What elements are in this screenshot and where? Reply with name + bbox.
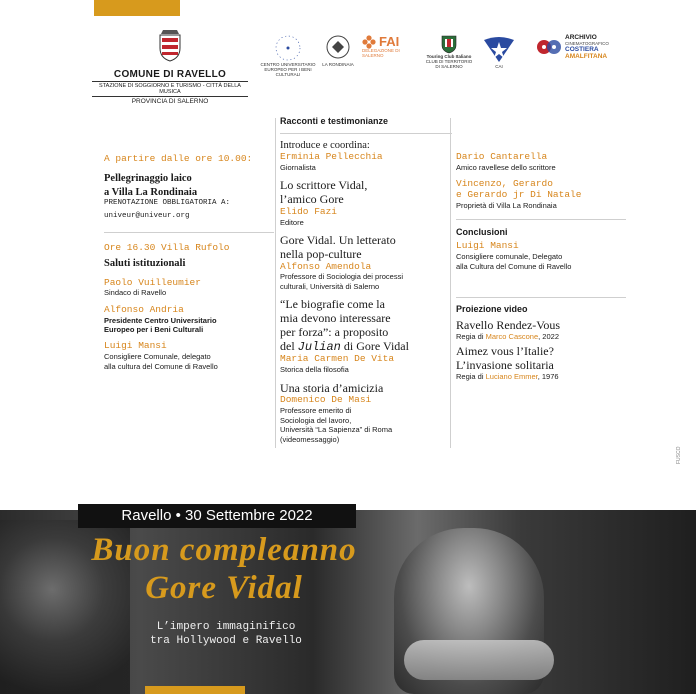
- speaker-role: Proprietà di Villa La Rondinaia: [456, 201, 557, 211]
- eu-stars-icon: [274, 34, 302, 62]
- comune-name: COMUNE DI RAVELLO: [113, 69, 227, 80]
- program-column-talks: Racconti e testimonianze Introduce e coordina: Erminia Pellecchia Giornalista Lo scrittore Vidal, l’amico Gore Elido Fazi Editore Gore Vidal. Un letterato nella pop-culture Alfonso Amendola Professore di Sociologia dei processi culturali, Università di Salerno “Le biografie come la mia devono interessare per forza”: a proposito del Julian di Gore Vidal Maria Carmen De Vita Storica della filosofia Una storia d’amicizia Domenico De Masi Professore emerito di Sociologia del lavoro, Università “La Sapienza” di Roma (videomessaggio): [280, 116, 452, 444]
- event-subtitle: L’impero immaginifico tra Hollywood e Ravello: [150, 621, 302, 648]
- speaker-role: Consigliere Comunale, delegato: [104, 352, 211, 362]
- time-morning: A partire dalle ore 10.00:: [104, 153, 253, 164]
- talk-title: Una storia d’amicizia: [280, 380, 384, 395]
- program-column-closing: Dario Cantarella Amico ravellese dello scrittore Vincenzo, Gerardo e Gerardo jr Di Natale Proprietà di Villa La Rondinaia Conclusioni Luigi Mansi Consigliere comunale, Delegato alla Cultura del Comune di Ravello Proiezione video Ravello Rendez-Vous Regia di Marco Cascone, 2022 Aimez vous l’Italie? L’invasione solitaria Regia di Luciano Emmer, 1976: [456, 152, 626, 382]
- event-date: Ravello • 30 Settembre 2022: [121, 507, 313, 524]
- speaker-role: Amico ravellese dello scrittore: [456, 162, 556, 172]
- speaker-name: Paolo Vuilleumier: [104, 276, 201, 288]
- program-column-morning: A partire dalle ore 10.00: Pellegrinaggio laico a Villa La Rondinaia PRENOTAZIONE OBBLIGATORIA A: univeur@univeur.org Ore 16.30 Villa Rufolo Saluti istituzionali Paolo Vuilleumier Sindaco di Ravello Alfonso Andria Presidente Centro Universitario Europeo per i Beni Culturali Luigi Mansi Consigliere Comunale, delegato alla cultura del Comune di Ravello: [104, 154, 274, 371]
- speaker-role: Sindaco di Ravello: [104, 288, 167, 298]
- section-heading: Conclusioni: [456, 226, 508, 237]
- fai-flower-icon: [362, 35, 376, 49]
- side-credit: FUSCO: [676, 446, 682, 464]
- intro-label: Introduce e coordina:: [280, 139, 370, 151]
- speaker-name: Elido Fazi: [280, 205, 338, 217]
- comune-subtitle: STAZIONE DI SOGGIORNO E TURISMO - CITTÀ DELLA MUSICA: [92, 81, 248, 97]
- logo-cai: CAI: [480, 34, 518, 70]
- cai-star-icon: [482, 34, 516, 64]
- speaker-name: Dario Cantarella: [456, 151, 548, 162]
- section-heading: Proiezione video: [456, 303, 528, 314]
- event-title: Pellegrinaggio laico: [104, 172, 192, 184]
- section-heading: Saluti istituzionali: [104, 257, 186, 269]
- speaker-name: Erminia Pellecchia: [280, 150, 383, 162]
- speaker-name: Maria Carmen De Vita: [280, 353, 395, 365]
- rondinaia-emblem-icon: [325, 34, 351, 62]
- speaker-name: Domenico De Masi: [280, 394, 372, 406]
- talk-title: Lo scrittore Vidal,: [280, 178, 368, 193]
- speaker-role: Giornalista: [280, 162, 316, 172]
- booking-email[interactable]: univeur@univeur.org: [104, 211, 190, 220]
- partner-logos: [258, 34, 638, 80]
- event-title-line1: Buon compleanno: [91, 532, 357, 568]
- speaker-name: Vincenzo, Gerardo: [456, 178, 553, 190]
- film-title: Aimez vous l’Italie?: [456, 343, 554, 358]
- logo-fai: FAI DELEGAZIONE DI SALERNO: [362, 34, 400, 58]
- film-credit: Regia di Marco Cascone, 2022: [456, 332, 559, 342]
- time-afternoon: Ore 16.30 Villa Rufolo: [104, 241, 230, 253]
- section-heading: Racconti e testimonianze: [280, 116, 389, 126]
- logo-archivio: ARCHIVIO CINEMATOGRAFICO COSTIERA AMALFITANA: [536, 34, 636, 60]
- book-title: Julian: [297, 339, 341, 354]
- speaker-role: Storica della filosofia: [280, 365, 349, 375]
- portrait-hands: [404, 640, 554, 680]
- speaker-role: Consigliere comunale, Delegato: [456, 252, 563, 262]
- logo-rondinaia: LA RONDINAIA: [320, 34, 356, 68]
- comune-logo: [92, 26, 248, 105]
- logo-touring: Touring Club Italiano CLUB DI TERRITORIO DI SALERNO: [424, 34, 474, 70]
- film-title: Ravello Rendez-Vous: [456, 317, 561, 332]
- speaker-name: Alfonso Andria: [104, 303, 184, 315]
- speaker-role: Professore emerito di: [280, 406, 352, 416]
- speaker-name: Luigi Mansi: [104, 340, 167, 352]
- talk-title: “Le biografie come la: [280, 297, 385, 312]
- bottom-accent-bar: [145, 686, 245, 694]
- speaker-name: Luigi Mansi: [456, 240, 519, 252]
- tci-shield-icon: [439, 34, 459, 54]
- film-reel-icon: [536, 37, 562, 57]
- crest-icon: [155, 26, 185, 62]
- booking-note: PRENOTAZIONE OBBLIGATORIA A:: [104, 199, 231, 208]
- event-title-line2: Gore Vidal: [145, 570, 303, 606]
- comune-province: PROVINCIA DI SALERNO: [131, 98, 209, 105]
- speaker-role: Presidente Centro Universitario: [104, 315, 217, 325]
- speaker-role: Professore di Sociologia dei processi: [280, 272, 403, 282]
- film-credit: Regia di Luciano Emmer, 1976: [456, 372, 559, 382]
- speaker-name: Alfonso Amendola: [280, 260, 372, 272]
- talk-title: Gore Vidal. Un letterato: [280, 232, 396, 247]
- column-divider-1: [275, 118, 276, 448]
- logo-univeur: CENTRO UNIVERSITARIO EUROPEO PER I BENI CULTURALI: [258, 34, 318, 78]
- top-accent-bar: [94, 0, 180, 16]
- speaker-role: Editore: [280, 217, 304, 227]
